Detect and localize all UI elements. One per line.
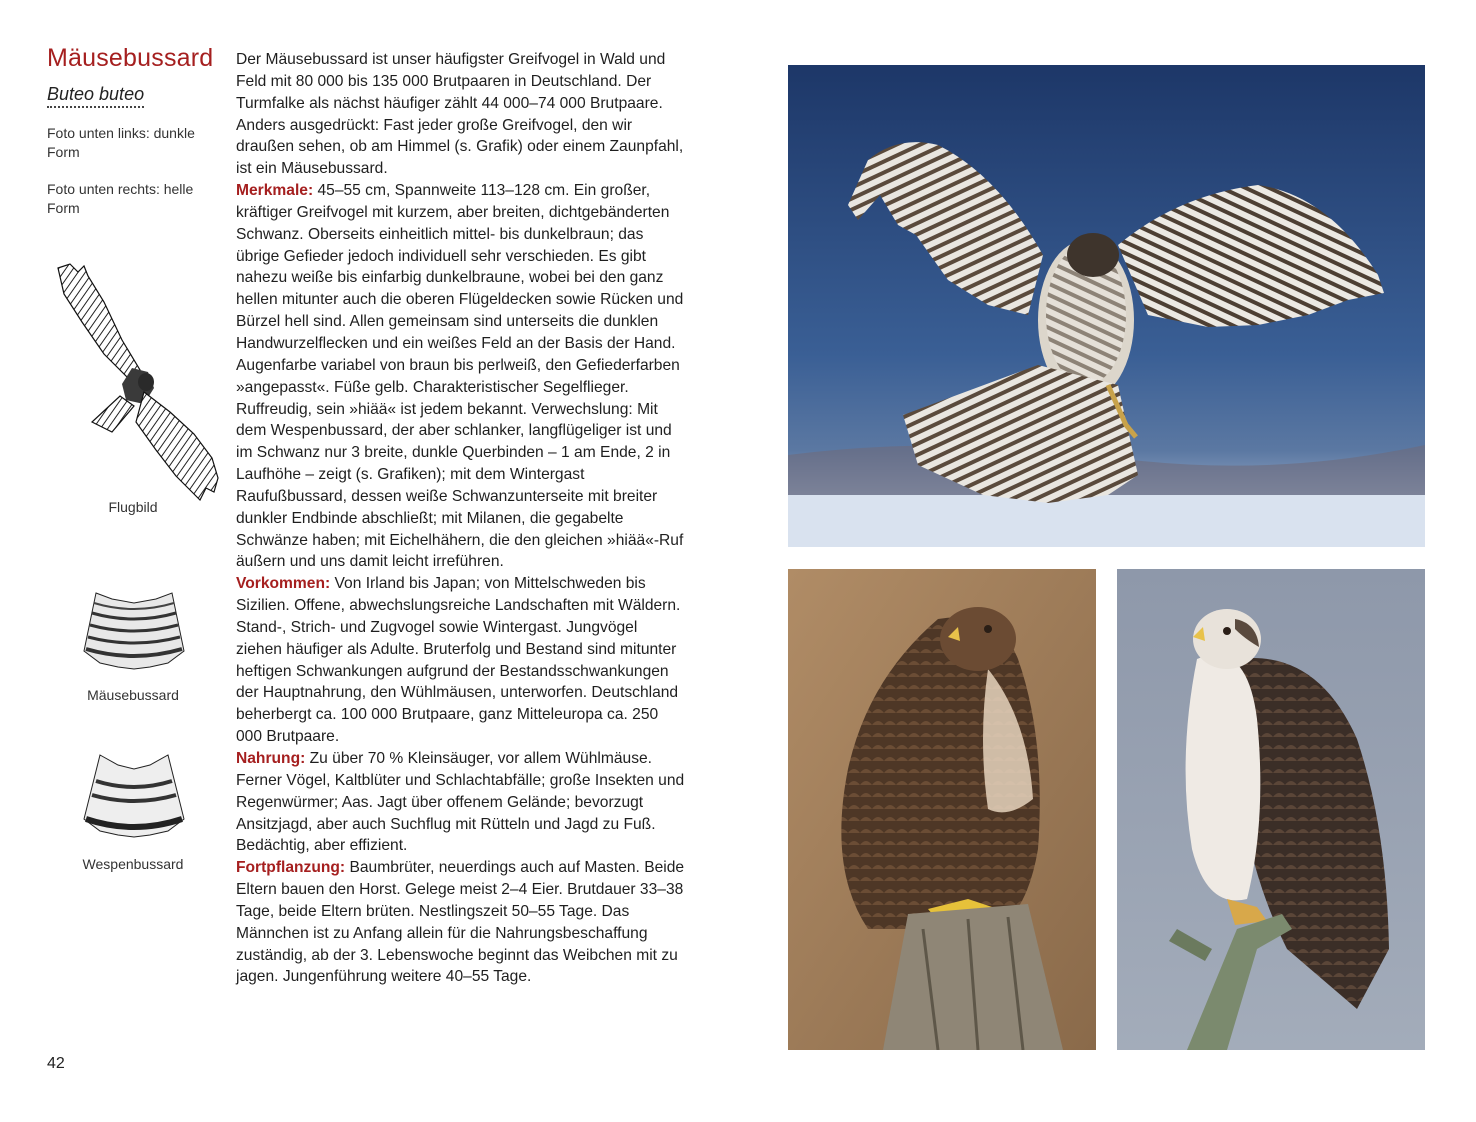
merkmale-heading: Merkmale: — [236, 182, 314, 200]
tail-sketch-buzzard-label: Mäusebussard — [87, 687, 179, 703]
species-latin-name: Buteo buteo — [47, 83, 144, 108]
flight-sketch-label: Flugbild — [108, 499, 158, 515]
merkmale-paragraph: Merkmale: 45–55 cm, Spannweite 113–128 cm. Ein großer, kräftiger Greifvogel mit kurzem, aber breiten, dichtgebänderten Schwanz. Oberseits einheitlich mittel- bis dunkelbraun; das übrige Gefieder jedoch individuell sehr verschieden. Es gibt nahezu weiße bis einfarbig dunkelbraune, wobei bei den ganz hellen mitunter auch die oberen Flügeldecken sowie Rücken und Bürzel hell sind. Allen gemeinsam sind unterseits die dunklen Handwurzelflecken und ein weißes Feld an der Basis der Hand. Augenfarbe variabel von braun bis perlweiß, den Gefiederfarben »angepasst«. Füße gelb. Charakteristischer Segelflieger. Ruffreudig, sein »hiää« ist jedem bekannt. Verwechslung: Mit dem Wespenbussard, der aber schlanker, langflügeliger ist und im Schwanz nur 3 breite, dunkle Querbinden – 1 am Ende, 2 in Laufhöhe – zeigt (s. Grafiken); mit dem Wintergast Raufußbussard, dessen weiße Schwanzunterseite mit breiter dunkler Endbinde abschließt; mit Milanen, die gegabelte Schwänze haben; mit Eichelhähern, die den gleichen »hiää«-Ruf äußern und uns damit leicht irreführen. — [236, 182, 684, 571]
caption-left-photo: Foto unten links: dunkle Form — [47, 125, 195, 160]
photo-light-morph — [1117, 569, 1425, 1050]
photo-dark-morph — [788, 569, 1096, 1050]
caption-right-photo: Foto unten rechts: helle Form — [47, 181, 194, 216]
photo-flight-snow — [788, 65, 1425, 547]
vorkommen-heading: Vorkommen: — [236, 575, 331, 593]
fortpflanzung-heading: Fortpflanzung: — [236, 859, 346, 877]
nahrung-heading: Nahrung: — [236, 750, 306, 767]
tail-sketch-honey-buzzard — [80, 745, 188, 840]
page-number: 42 — [47, 1055, 65, 1072]
intro-paragraph: Der Mäusebussard ist unser häufigster Greifvogel in Wald und Feld mit 80 000 bis 135 000 Brutpaaren in Deutschland. Der Turmfalke als nächst häufiger zählt 44 000–74 000 Brutpaare. Anders ausgedrückt: Fast jeder große Greifvogel, den wir draußen sehen, ob am Himmel (s. Grafik) oder einem Zaunpfahl, ist ein Mäusebussard. — [236, 51, 684, 178]
flight-sketch — [48, 262, 220, 502]
species-title: Mäusebussard — [47, 44, 214, 72]
flight-sketch-icon — [48, 262, 220, 502]
tail-sketch-honey-buzzard-label: Wespenbussard — [82, 856, 184, 872]
nahrung-paragraph: Nahrung: Zu über 70 % Kleinsäuger, vor allem Wühlmäuse. Ferner Vögel, Kaltblüter und Schlachtabfälle; große Insekten und Regenwürmer; Aas. Jagt über offenem Gelände; bevorzugt Ansitzjagd, aber auch Suchflug mit Rütteln und Jagd zu Fuß. Bedächtig, aber effizient. — [236, 750, 685, 855]
tail-sketch-buzzard — [80, 585, 188, 670]
species-description — [236, 49, 686, 988]
vorkommen-paragraph: Vorkommen: Von Irland bis Japan; von Mittelschweden bis Sizilien. Offene, abwechslungsreiche Landschaften mit Wäldern. Stand-, Strich- und Zugvogel sowie Wintergast. Jungvögel ziehen häufiger als Adulte. Bruterfolg und Bestand sind mitunter heftigen Schwankungen aufgrund der Bestandsschwankungen der Hauptnahrung, den Wühlmäusen, unterworfen. Deutschland beherbergt ca. 100 000 Brutpaare, ganz Mitteleuropa ca. 250 000 Brutpaare. — [236, 575, 681, 746]
fortpflanzung-paragraph: Fortpflanzung: Baumbrüter, neuerdings auch auf Masten. Beide Eltern bauen den Horst. Gelege meist 2–4 Eier. Brutdauer 33–38 Tage, beide Eltern brüten. Nestlingszeit 50–55 Tage. Das Männchen ist zu Anfang allein für die Nahrungsbeschaffung zuständig, ab der 3. Lebenswoche beginnt das Weibchen mit zu jagen. Jungenführung weitere 40–55 Tage. — [236, 859, 685, 986]
